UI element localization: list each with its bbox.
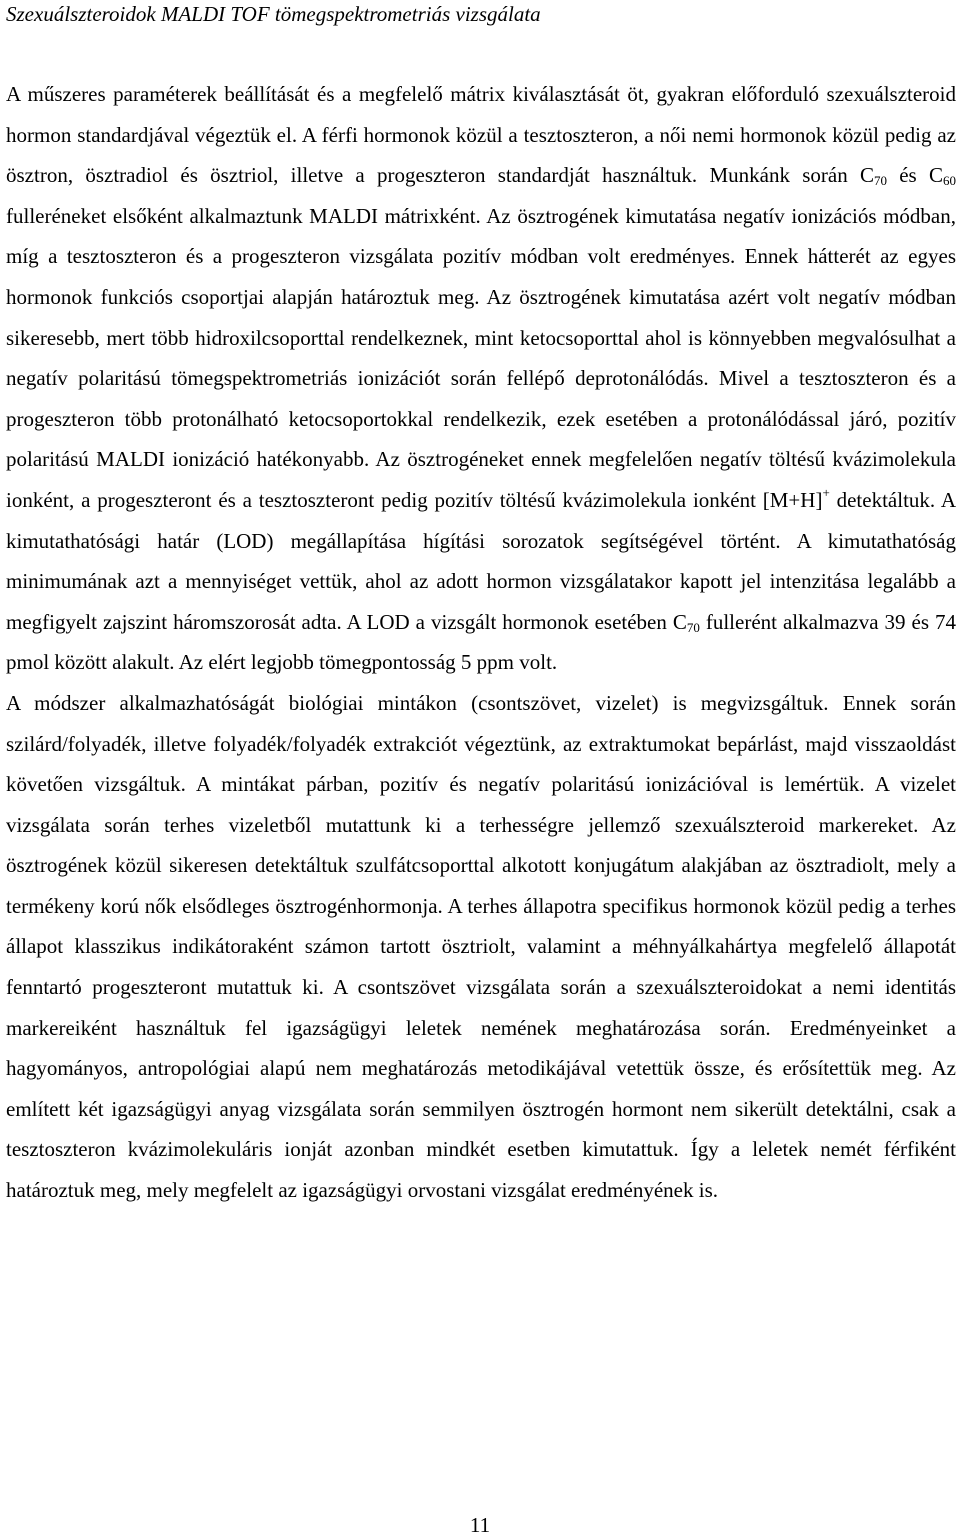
superscript: +: [822, 484, 830, 500]
paragraph-text: fullerént alkalmazva 39 és 74 pmol között alakult. Az elért legjobb tömegpontosság 5 ppm volt.: [6, 609, 957, 675]
paragraph-methods: [6, 74, 956, 683]
paragraph-applications: A módszer alkalmazhatóságát biológiai mintákon (csontszövet, vizelet) is megvizsgáltuk. Ennek során szilárd/folyadék, illetve folyadék/folyadék extrakciót végeztünk, az extraktumokat bepárlást, majd visszaoldást követően vizsgáltuk. A mintákat párban, pozitív és negatív polaritású ionizációval is lemértük. A vizelet vizsgálata során terhes vizeletből mutattunk ki a terhességre jellemző szexuálszteroid markereket. Az ösztrogének közül sikeresen detektáltuk szulfátcsoporttal alkotott konjugátum alakjában az ösztradiolt, mely a termékeny korú nők elsődleges ösztrogénhormonja. A terhes állapotra specifikus hormonok közül pedig a terhes állapot klasszikus indikátoraként számon tartott ösztriolt, valamint a méhnyálkahártya megfelelő állapotát fenntartó progeszteront mutattuk ki. A csontszövet vizsgálata során a szexuálszteroidokat a nemi identitás markereiként használtuk fel igazságügyi leletek nemének meghatározása során. Eredményeinket a hagyományos, antropológiai alapú nem meghatározás metodikájával vetettük össze, és erősítettük meg. Az említett két igazságügyi anyag vizsgálata során semmilyen ösztrogén hormont nem sikerült detektálni, csak a tesztoszteron kvázimolekuláris ionját azonban mindkét esetben kimutattuk. Így a leletek nemét férfiként határoztuk meg, mely megfelelt az igazságügyi orvostani vizsgálat eredményének is.: [6, 690, 956, 1203]
page-body: [6, 74, 956, 1211]
paragraph-text: A műszeres paraméterek beállítását és a megfelelő mátrix kiválasztását öt, gyakran előforduló szexuálszteroid hormon standardjával végeztük el. A férfi hormonok közül a tesztoszteron, a női nemi hormonok közül pedig az ösztron, ösztradiol és ösztriol, illetve a progeszteron standardját használtuk. Munkánk során C: [6, 82, 956, 188]
subscript: 70: [686, 619, 700, 635]
subscript: 60: [943, 173, 956, 189]
page-number: 11: [469, 1513, 491, 1537]
subscript: 70: [873, 173, 887, 189]
running-header: Szexuálszteroidok MALDI TOF tömegspektrometriás vizsgálata: [6, 2, 541, 26]
paragraph-text: fulleréneket elsőként alkalmaztunk MALDI mátrixként. Az ösztrogének kimutatása negatív ionizációs módban, míg a tesztoszteron és a progeszteron vizsgálata pozitív módban volt eredményes. Ennek hátterét az egyes hormonok funkciós csoportjai alapján határoztuk meg. Az ösztrogének kimutatása azért volt negatív módban sikeresebb, mert több hidroxilcsoporttal rendelkeznek, mint ketocsoporttal ahol is könnyebben megvalósulhat a negatív polaritású tömegspektrometriás ionizációt során fellépő deprotonálódás. Mivel a tesztoszteron és a progeszteron több protonálható ketocsoportokkal rendelkezik, ezek esetében a protonálódással járó, pozitív polaritású MALDI ionizáció hatékonyabb. Az ösztrogéneket ennek megfelelően negatív töltésű kvázimolekula ionként, a progeszteront és a tesztoszteront pedig pozitív töltésű kvázimolekula ionként [M+H]: [6, 203, 956, 512]
paragraph-text: detektáltuk. A kimutathatósági határ (LOD) megállapítása hígítási sorozatok segítségével történt. A kimutathatóság minimumának azt a mennyiséget vettük, ahol az adott hormon vizsgálatakor kapott jel intenzitása legalább a megfigyelt zajszint háromszorosát adta. A LOD a vizsgált hormonok esetében C: [6, 487, 956, 634]
paragraph-text: és C: [886, 163, 943, 188]
